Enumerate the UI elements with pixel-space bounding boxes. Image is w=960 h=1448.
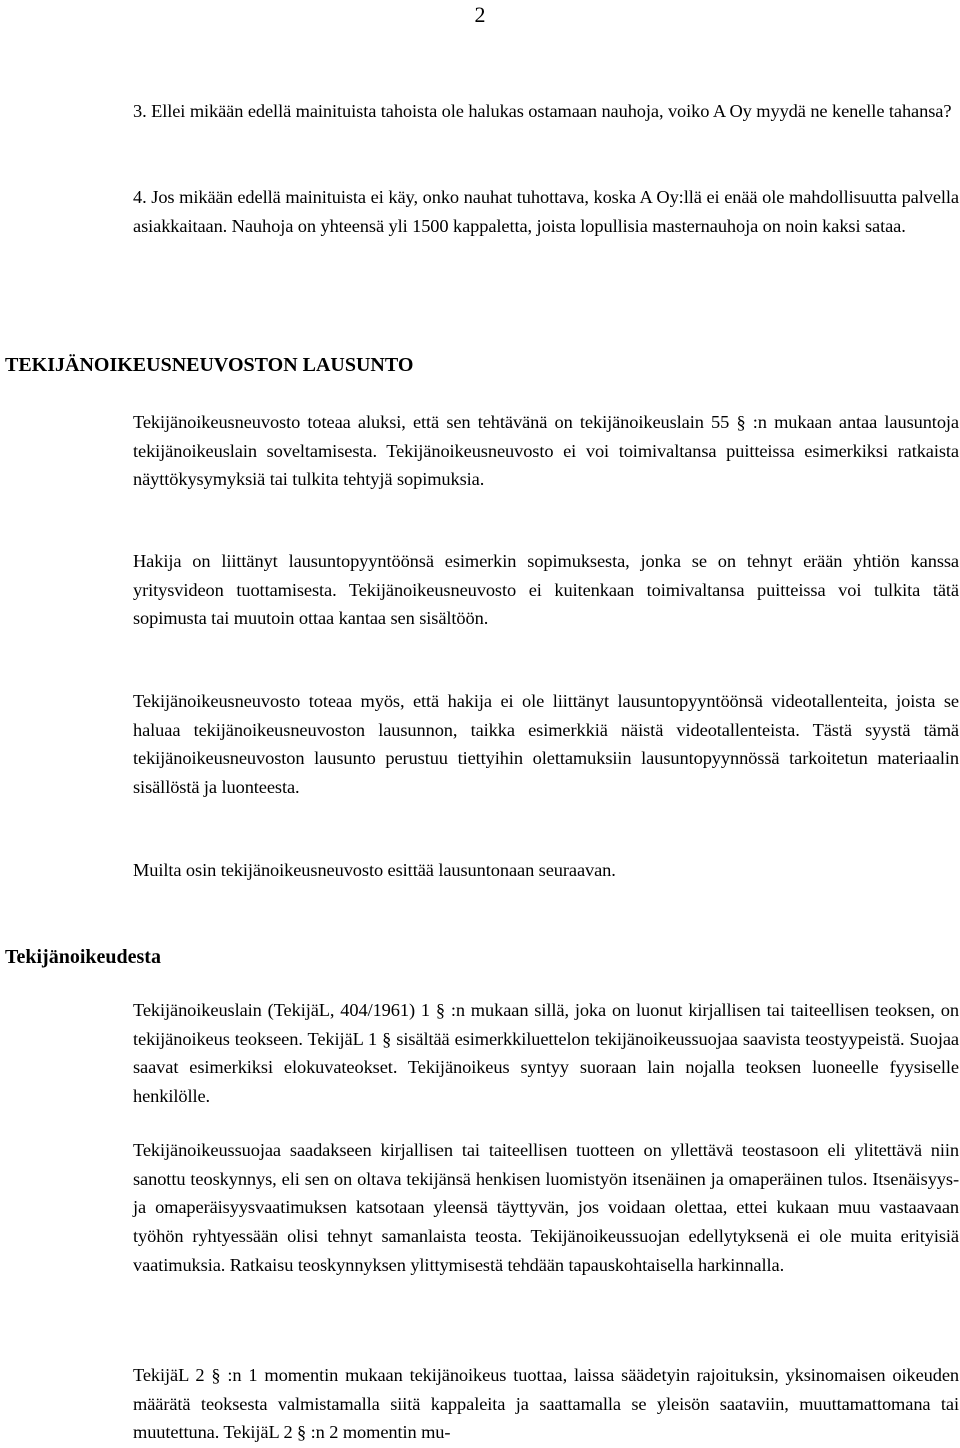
section-heading-tekijanoikeudesta: Tekijänoikeudesta [5,946,161,968]
paragraph-tekijanoikeus-3: TekijäL 2 § :n 1 momentin mukaan tekijänoikeus tuottaa, laissa säädetyin rajoituksin, yksinomaisen oikeuden määrätä teoksesta valmistamalla siitä kappaleita ja saattamalla se yleisön saataviin, muuttamattomana tai muutettuna. TekijäL 2 § :n 2 momentin mu- [133,1365,959,1443]
paragraph-lausunto-4: Muilta osin tekijänoikeusneuvosto esittää lausuntonaan seuraavan. [133,860,616,880]
paragraph-lausunto-2: Hakija on liittänyt lausuntopyyntöönsä esimerkin sopimuksesta, jonka se on tehnyt erään yhtiön kanssa yritysvideon tuottamisesta. Tekijänoikeusneuvosto ei kuitenkaan toimivaltansa puitteissa voi tulkita tätä sopimusta tai muutoin ottaa kantaa sen sisältöön. [133,551,959,629]
question-3: 3. Ellei mikään edellä mainituista tahoista ole halukas ostamaan nauhoja, voiko A Oy myydä ne kenelle tahansa? [133,101,952,121]
paragraph-lausunto-3: Tekijänoikeusneuvosto toteaa myös, että hakija ei ole liittänyt lausuntopyyntöönsä videotallenteita, joista se haluaa tekijänoikeusneuvoston lausunnon, taikka esimerkkiä näistä videotallenteista. Tästä syystä tämä tekijänoikeusneuvoston lausunto perustuu tiettyihin olettamuksiin lausuntopyynnössä tarkoitetun materiaalin sisällöstä ja luonteesta. [133,691,959,798]
page-number: 2 [474,2,486,27]
paragraph-lausunto-1: Tekijänoikeusneuvosto toteaa aluksi, että sen tehtävänä on tekijänoikeuslain 55 § :n mukaan antaa lausuntoja tekijänoikeuslain soveltamisesta. Tekijänoikeusneuvosto ei voi toimivaltansa puitteissa esimerkiksi ratkaista näyttökysymyksiä tai tulkita tehtyjä sopimuksia. [133,412,959,490]
paragraph-tekijanoikeus-1: Tekijänoikeuslain (TekijäL, 404/1961) 1 § :n mukaan sillä, joka on luonut kirjallisen tai taiteellisen teoksen, on tekijänoikeus teokseen. TekijäL 1 § sisältää esimerkkiluettelon tekijänoikeussuojaa saavista teostyypeistä. Suojaa saavat esimerkiksi elokuvateokset. Tekijänoikeus syntyy suoraan lain nojalla teoksen luoneelle fyysiselle henkilölle. [133,1000,959,1107]
section-heading-lausunto: TEKIJÄNOIKEUSNEUVOSTON LAUSUNTO [5,354,414,376]
paragraph-tekijanoikeus-2: Tekijänoikeussuojaa saadakseen kirjallisen tai taiteellisen tuotteen on yllettävä teostasoon eli ylitettävä niin sanottu teoskynnys, eli sen on oltava tekijänsä henkisen luomistyön itsenäinen ja omaperäinen tulos. Itsenäisyys- ja omaperäisyysvaatimuksen katsotaan yleensä täyttyvän, jos voidaan olettaa, ettei kukaan muu vastaavaan työhön ryhtyessään olisi tehnyt samanlaista teosta. Tekijänoikeussuojan edellytyksenä ei ole muita erityisiä vaatimuksia. Ratkaisu teoskynnyksen ylittymisestä tehdään tapauskohtaisella harkinnalla. [133,1140,959,1275]
question-4: 4. Jos mikään edellä mainituista ei käy, onko nauhat tuhottava, koska A Oy:llä ei enää ole mahdollisuutta palvella asiakkaitaan. Nauhoja on yhteensä yli 1500 kappaletta, joista lopullisia masternauhoja on noin kaksi sataa. [133,187,959,236]
